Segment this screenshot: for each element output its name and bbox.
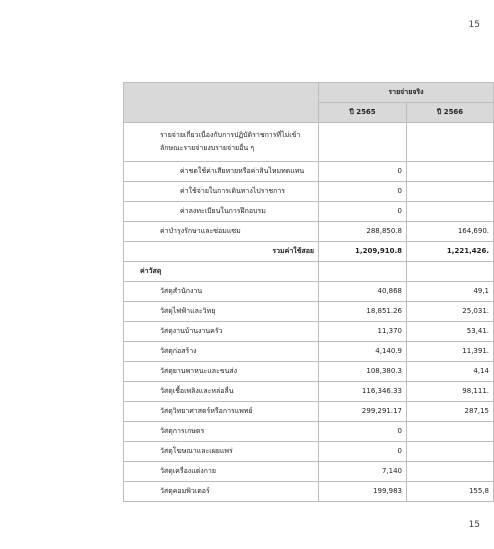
row-value-2565: 116,346.33 <box>319 382 407 402</box>
row-value-2566 <box>407 182 494 202</box>
row-value-2566: 49,1 <box>407 282 494 302</box>
header-year-2: ปี 2566 <box>407 103 494 123</box>
row-label: ค่าชดใช้ค่าเสียหายหรือค่าสินไหมทดแทน <box>124 162 319 182</box>
row-label: รายจ่ายเกี่ยวเนื่องกับการปฏิบัติราชการที่ไม่เข้าลักษณะรายจ่ายงบรายจ่ายอื่น ๆ <box>124 123 319 162</box>
row-label: วัสดุเชื้อเพลิงและหล่อลื่น <box>124 382 319 402</box>
header-actual-expenditure: รายจ่ายจริง <box>319 83 494 103</box>
row-value-2566 <box>407 262 494 282</box>
row-value-2565: 0 <box>319 442 407 462</box>
row-label: ค่าลงทะเบียนในการฝึกอบรม <box>124 202 319 222</box>
table-row <box>124 402 494 422</box>
table-row <box>124 282 494 302</box>
row-value-2565: 0 <box>319 202 407 222</box>
row-value-2566: 155,8 <box>407 482 494 502</box>
row-label: วัสดุโฆษณาและเผยแพร่ <box>124 442 319 462</box>
row-value-2565: 18,851.26 <box>319 302 407 322</box>
header-row-group <box>124 83 494 103</box>
row-label: ค่าใช้จ่ายในการเดินทางไปราชการ <box>124 182 319 202</box>
row-value-2565: 4,140.9 <box>319 342 407 362</box>
table-row <box>124 222 494 242</box>
row-value-2565: 0 <box>319 422 407 442</box>
total-label: รวมค่าใช้สอย <box>124 242 319 262</box>
row-label: วัสดุก่อสร้าง <box>124 342 319 362</box>
row-label: วัสดุยานพาหนะและขนส่ง <box>124 362 319 382</box>
row-value-2566 <box>407 162 494 182</box>
row-value-2566: 164,690. <box>407 222 494 242</box>
row-value-2566 <box>407 442 494 462</box>
table-row <box>124 123 494 162</box>
row-value-2565: 7,140 <box>319 462 407 482</box>
section-row <box>124 262 494 282</box>
table-row <box>124 422 494 442</box>
row-value-2566: 11,391. <box>407 342 494 362</box>
table-row <box>124 202 494 222</box>
row-value-2566: 25,031. <box>407 302 494 322</box>
table-row <box>124 462 494 482</box>
row-value-2566 <box>407 462 494 482</box>
row-label: วัสดุคอมพิวเตอร์ <box>124 482 319 502</box>
total-value-2565: 1,209,910.8 <box>319 242 407 262</box>
table-row <box>124 162 494 182</box>
row-value-2566 <box>407 422 494 442</box>
row-value-2565: 299,291.17 <box>319 402 407 422</box>
row-label: ค่าบำรุงรักษาและซ่อมแซม <box>124 222 319 242</box>
row-value-2565 <box>319 262 407 282</box>
page-number-top: 15 <box>468 20 480 30</box>
section-label-materials: ค่าวัสดุ <box>124 262 319 282</box>
row-value-2565: 108,380.3 <box>319 362 407 382</box>
row-label: วัสดุไฟฟ้าและวิทยุ <box>124 302 319 322</box>
row-value-2566: 4,14 <box>407 362 494 382</box>
row-value-2565: 288,850.8 <box>319 222 407 242</box>
table-row <box>124 482 494 502</box>
row-value-2566: 98,111. <box>407 382 494 402</box>
row-label: วัสดุวิทยาศาสตร์หรือการแพทย์ <box>124 402 319 422</box>
row-value-2566: 287,15 <box>407 402 494 422</box>
header-year-1: ปี 2565 <box>319 103 407 123</box>
row-value-2565: 199,983 <box>319 482 407 502</box>
total-value-2566: 1,221,426. <box>407 242 494 262</box>
row-label: วัสดุเครื่องแต่งกาย <box>124 462 319 482</box>
row-value-2566: 53,41. <box>407 322 494 342</box>
row-value-2566 <box>407 123 494 162</box>
table-row <box>124 342 494 362</box>
expenditure-table <box>123 82 494 502</box>
row-value-2565: 0 <box>319 182 407 202</box>
table-row <box>124 382 494 402</box>
table-row <box>124 362 494 382</box>
page-number-bottom: 15 <box>468 520 480 530</box>
row-label: วัสดุงานบ้านงานครัว <box>124 322 319 342</box>
row-value-2565 <box>319 123 407 162</box>
header-blank <box>124 83 319 123</box>
row-label: วัสดุสำนักงาน <box>124 282 319 302</box>
row-label: วัสดุการเกษตร <box>124 422 319 442</box>
row-value-2565: 40,868 <box>319 282 407 302</box>
total-row <box>124 242 494 262</box>
table-row <box>124 182 494 202</box>
row-value-2565: 11,370 <box>319 322 407 342</box>
table-row <box>124 322 494 342</box>
row-value-2565: 0 <box>319 162 407 182</box>
row-value-2566 <box>407 202 494 222</box>
table-row <box>124 442 494 462</box>
table-row <box>124 302 494 322</box>
